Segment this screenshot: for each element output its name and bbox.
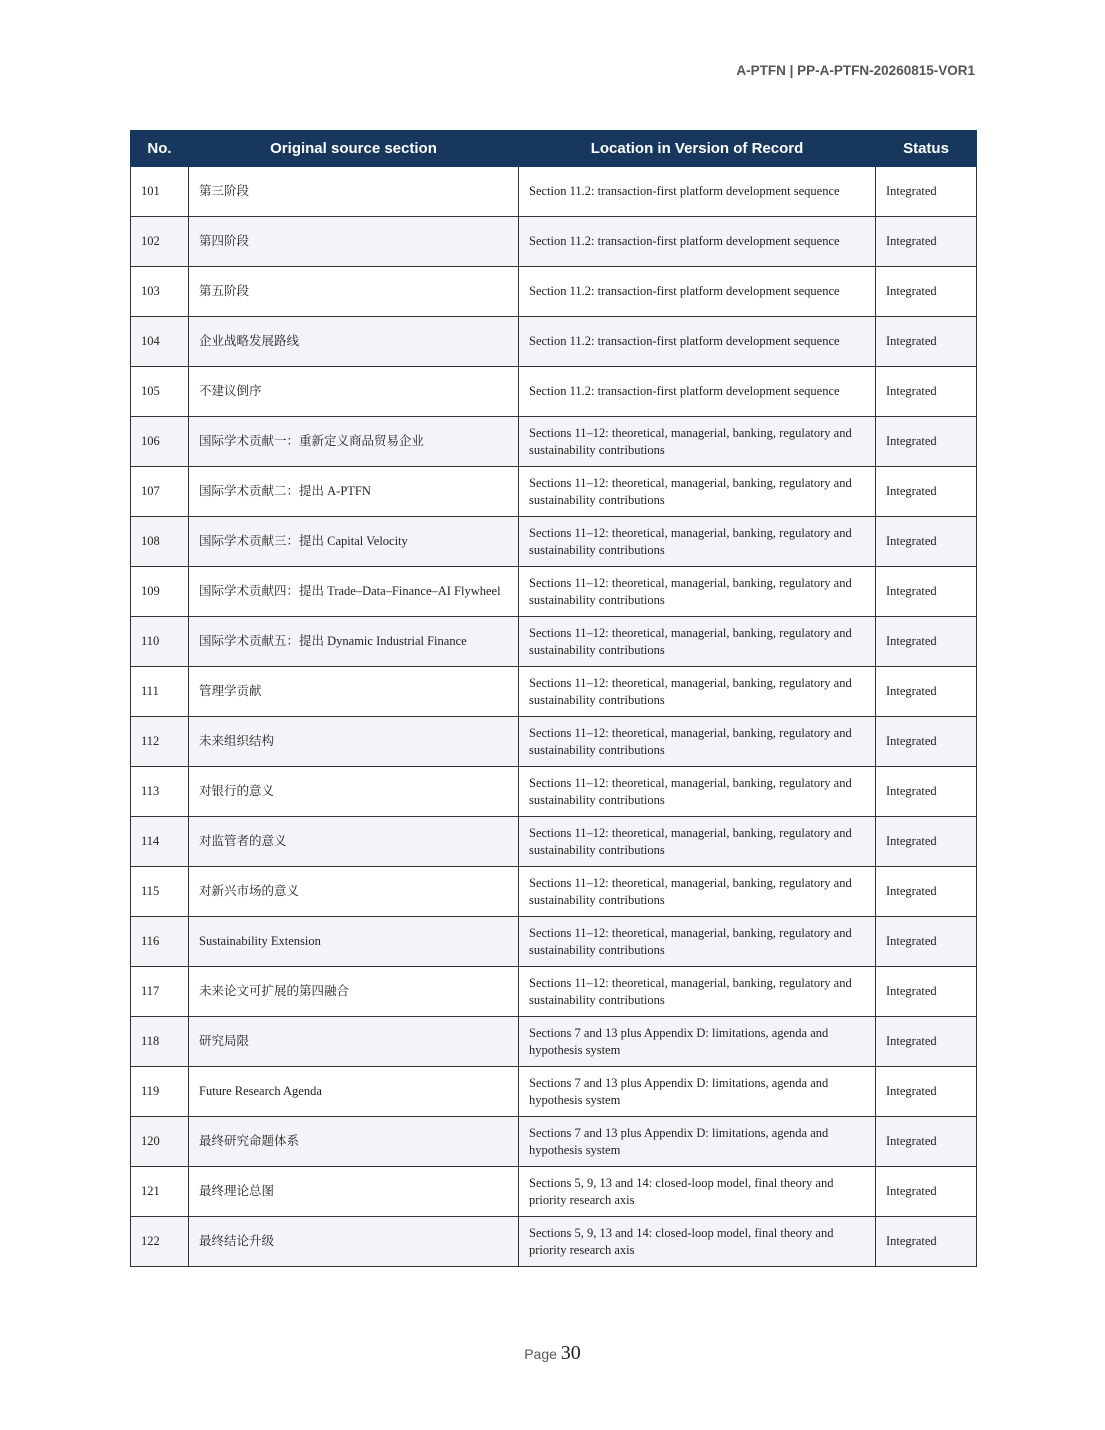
cell-source: 国际学术贡献五：提出 Dynamic Industrial Finance — [189, 617, 519, 667]
cell-location: Sections 11–12: theoretical, managerial, banking, regulatory and sustainability contributions — [519, 917, 876, 967]
cell-location: Section 11.2: transaction-first platform development sequence — [519, 367, 876, 417]
table-row — [131, 767, 977, 817]
column-header-no: No. — [131, 131, 189, 167]
table-row — [131, 1067, 977, 1117]
cell-location: Sections 7 and 13 plus Appendix D: limitations, agenda and hypothesis system — [519, 1067, 876, 1117]
cell-source: 国际学术贡献一：重新定义商品贸易企业 — [189, 417, 519, 467]
cell-status: Integrated — [876, 317, 977, 367]
table-row — [131, 817, 977, 867]
cell-no: 110 — [131, 617, 189, 667]
cell-source: Future Research Agenda — [189, 1067, 519, 1117]
cell-status: Integrated — [876, 467, 977, 517]
cell-no: 111 — [131, 667, 189, 717]
cell-source: 对银行的意义 — [189, 767, 519, 817]
cell-source: 企业战略发展路线 — [189, 317, 519, 367]
cell-location: Section 11.2: transaction-first platform development sequence — [519, 167, 876, 217]
cell-status: Integrated — [876, 767, 977, 817]
cell-source: 国际学术贡献二：提出 A-PTFN — [189, 467, 519, 517]
cell-status: Integrated — [876, 417, 977, 467]
cell-status: Integrated — [876, 1117, 977, 1167]
table-row — [131, 1167, 977, 1217]
cell-location: Sections 5, 9, 13 and 14: closed-loop model, final theory and priority research axis — [519, 1217, 876, 1267]
cell-no: 109 — [131, 567, 189, 617]
table-row — [131, 267, 977, 317]
cell-status: Integrated — [876, 1167, 977, 1217]
page-footer — [0, 1342, 1105, 1365]
cell-location: Sections 11–12: theoretical, managerial, banking, regulatory and sustainability contributions — [519, 767, 876, 817]
table-row — [131, 867, 977, 917]
cell-location: Section 11.2: transaction-first platform development sequence — [519, 217, 876, 267]
column-header-status: Status — [876, 131, 977, 167]
cell-status: Integrated — [876, 617, 977, 667]
cell-status: Integrated — [876, 1017, 977, 1067]
table-row — [131, 567, 977, 617]
cell-status: Integrated — [876, 267, 977, 317]
cell-location: Sections 11–12: theoretical, managerial, banking, regulatory and sustainability contributions — [519, 867, 876, 917]
cell-location: Sections 11–12: theoretical, managerial, banking, regulatory and sustainability contributions — [519, 567, 876, 617]
cell-no: 116 — [131, 917, 189, 967]
cell-source: 研究局限 — [189, 1017, 519, 1067]
cell-location: Sections 11–12: theoretical, managerial, banking, regulatory and sustainability contributions — [519, 517, 876, 567]
table-row — [131, 717, 977, 767]
cell-no: 121 — [131, 1167, 189, 1217]
cell-no: 113 — [131, 767, 189, 817]
source-mapping-table — [130, 130, 977, 1267]
table-row — [131, 917, 977, 967]
table-header-row — [131, 131, 977, 167]
cell-source: 第四阶段 — [189, 217, 519, 267]
cell-status: Integrated — [876, 917, 977, 967]
table-row — [131, 1217, 977, 1267]
cell-status: Integrated — [876, 567, 977, 617]
cell-location: Sections 11–12: theoretical, managerial, banking, regulatory and sustainability contributions — [519, 417, 876, 467]
cell-location: Sections 11–12: theoretical, managerial, banking, regulatory and sustainability contributions — [519, 967, 876, 1017]
cell-source: 管理学贡献 — [189, 667, 519, 717]
cell-no: 107 — [131, 467, 189, 517]
cell-source: 最终研究命题体系 — [189, 1117, 519, 1167]
table-row — [131, 317, 977, 367]
cell-no: 114 — [131, 817, 189, 867]
cell-status: Integrated — [876, 667, 977, 717]
cell-source: Sustainability Extension — [189, 917, 519, 967]
table-row — [131, 217, 977, 267]
cell-source: 未来论文可扩展的第四融合 — [189, 967, 519, 1017]
cell-status: Integrated — [876, 217, 977, 267]
cell-status: Integrated — [876, 1067, 977, 1117]
cell-no: 105 — [131, 367, 189, 417]
table-row — [131, 467, 977, 517]
cell-source: 国际学术贡献三：提出 Capital Velocity — [189, 517, 519, 567]
table-row — [131, 1017, 977, 1067]
cell-no: 102 — [131, 217, 189, 267]
cell-location: Sections 7 and 13 plus Appendix D: limitations, agenda and hypothesis system — [519, 1117, 876, 1167]
cell-source: 第五阶段 — [189, 267, 519, 317]
table-row — [131, 167, 977, 217]
cell-location: Sections 11–12: theoretical, managerial, banking, regulatory and sustainability contributions — [519, 717, 876, 767]
table-row — [131, 367, 977, 417]
cell-no: 103 — [131, 267, 189, 317]
cell-location: Sections 7 and 13 plus Appendix D: limitations, agenda and hypothesis system — [519, 1017, 876, 1067]
cell-no: 117 — [131, 967, 189, 1017]
page-number: 30 — [560, 1342, 581, 1364]
cell-no: 101 — [131, 167, 189, 217]
cell-location: Section 11.2: transaction-first platform development sequence — [519, 267, 876, 317]
cell-source: 对新兴市场的意义 — [189, 867, 519, 917]
cell-source: 未来组织结构 — [189, 717, 519, 767]
cell-source: 第三阶段 — [189, 167, 519, 217]
cell-no: 106 — [131, 417, 189, 467]
cell-source: 国际学术贡献四：提出 Trade–Data–Finance–AI Flywheel — [189, 567, 519, 617]
column-header-location: Location in Version of Record — [519, 131, 876, 167]
cell-no: 120 — [131, 1117, 189, 1167]
cell-source: 最终结论升级 — [189, 1217, 519, 1267]
cell-status: Integrated — [876, 167, 977, 217]
cell-location: Sections 11–12: theoretical, managerial, banking, regulatory and sustainability contributions — [519, 467, 876, 517]
table-row — [131, 667, 977, 717]
cell-source: 最终理论总图 — [189, 1167, 519, 1217]
cell-location: Sections 5, 9, 13 and 14: closed-loop model, final theory and priority research axis — [519, 1167, 876, 1217]
cell-no: 112 — [131, 717, 189, 767]
cell-no: 108 — [131, 517, 189, 567]
cell-no: 104 — [131, 317, 189, 367]
cell-status: Integrated — [876, 967, 977, 1017]
cell-source: 不建议倒序 — [189, 367, 519, 417]
cell-status: Integrated — [876, 817, 977, 867]
cell-location: Sections 11–12: theoretical, managerial, banking, regulatory and sustainability contributions — [519, 817, 876, 867]
column-header-source: Original source section — [189, 131, 519, 167]
cell-status: Integrated — [876, 1217, 977, 1267]
table-row — [131, 1117, 977, 1167]
page-label: Page — [524, 1346, 557, 1362]
cell-no: 118 — [131, 1017, 189, 1067]
cell-status: Integrated — [876, 367, 977, 417]
cell-location: Section 11.2: transaction-first platform development sequence — [519, 317, 876, 367]
table-body — [131, 167, 977, 1267]
cell-status: Integrated — [876, 717, 977, 767]
cell-location: Sections 11–12: theoretical, managerial, banking, regulatory and sustainability contributions — [519, 617, 876, 667]
table-row — [131, 967, 977, 1017]
cell-no: 115 — [131, 867, 189, 917]
cell-source: 对监管者的意义 — [189, 817, 519, 867]
table-row — [131, 517, 977, 567]
table-row — [131, 617, 977, 667]
cell-location: Sections 11–12: theoretical, managerial, banking, regulatory and sustainability contributions — [519, 667, 876, 717]
cell-no: 119 — [131, 1067, 189, 1117]
cell-status: Integrated — [876, 867, 977, 917]
cell-status: Integrated — [876, 517, 977, 567]
running-header: A-PTFN | PP-A-PTFN-20260815-VOR1 — [736, 63, 975, 78]
table-row — [131, 417, 977, 467]
cell-no: 122 — [131, 1217, 189, 1267]
